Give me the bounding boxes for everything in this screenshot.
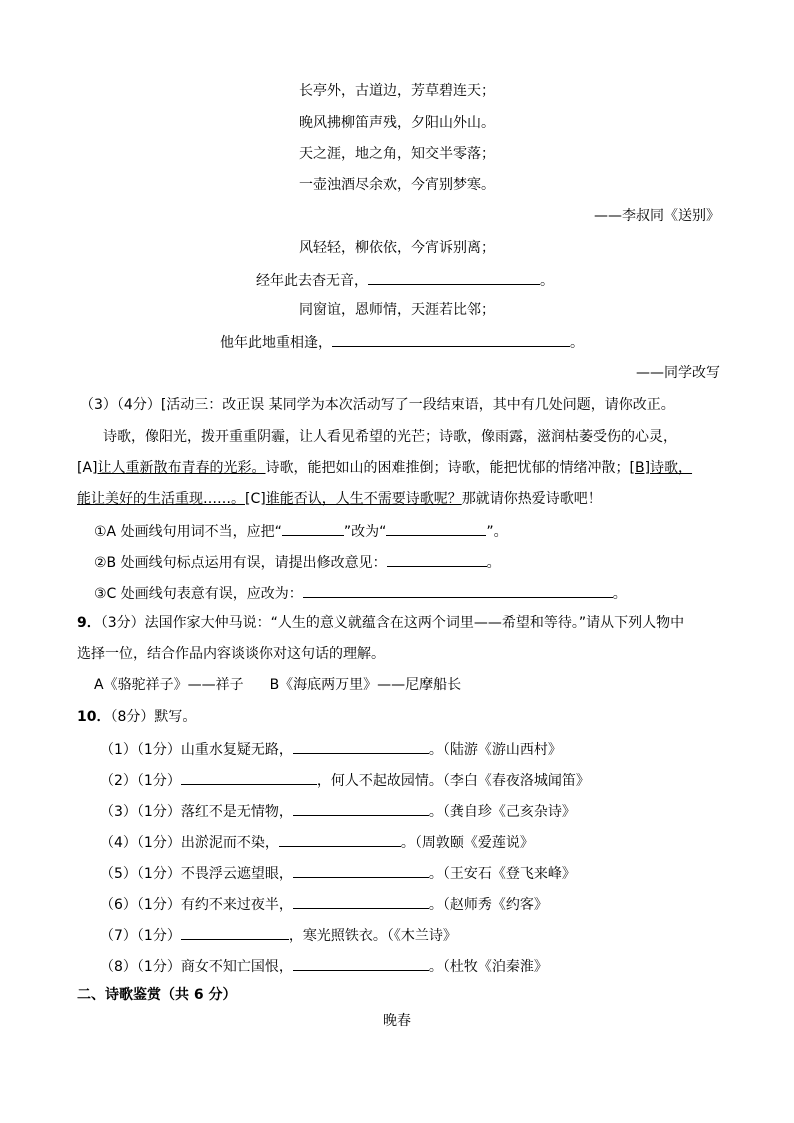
marker-c: [C] — [245, 491, 266, 507]
q10-item-3 — [100, 801, 576, 821]
answer-blank[interactable] — [181, 925, 289, 940]
poem-source: ——李叔同《送别》 — [594, 208, 720, 224]
q9-options — [94, 676, 461, 694]
rewrite-line-4-text: 他年此地重相逢， — [220, 335, 332, 351]
q10-item-source: 。（赵师秀《约客》 — [428, 897, 548, 913]
subq-text: ”。 — [486, 524, 508, 540]
q10-item-text: （1）（1分）山重水复疑无路， — [100, 742, 293, 758]
subq-text: ②B 处画线句标点运用有误，请提出修改意见： — [94, 555, 387, 571]
q3-subquestion-2 — [94, 552, 501, 572]
answer-blank[interactable] — [293, 894, 429, 909]
q9-number: 9． — [77, 615, 101, 631]
subq-text: 。 — [612, 586, 627, 602]
q3-paragraph-line-2 — [77, 459, 692, 477]
q10-text: （8分）默写。 — [110, 709, 197, 725]
answer-blank[interactable] — [293, 863, 429, 878]
q10-item-source: ，何人不起故园情。（李白《春夜洛城闻笛》 — [316, 773, 590, 789]
q10-item-text: （3）（1分）落红不是无情物， — [100, 804, 293, 820]
q9-line-2: 选择一位，结合作品内容谈谈你对这句话的理解。 — [77, 646, 385, 662]
rewrite-source: ——同学改写 — [636, 365, 720, 381]
q3-text: 诗歌，能把如山的困难推倒；诗歌，能把忧郁的情绪冲散； — [265, 460, 630, 476]
q10-item-5 — [100, 863, 576, 883]
q10-item-8 — [100, 956, 548, 976]
subq-text: ①A 处画线句用词不当，应把“ — [94, 524, 282, 540]
q3-paragraph-line-3 — [77, 490, 602, 508]
q3-paragraph-line-1: 诗歌，像阳光，拨开重重阴霾，让人看见希望的光芒；诗歌，像雨露，滋润枯萎受伤的心灵， — [103, 429, 677, 445]
poem-line-3: 天之涯，地之角，知交半零落； — [299, 146, 495, 162]
answer-blank[interactable] — [279, 832, 401, 847]
q10-item-4 — [100, 832, 534, 852]
subq-text: ③C 处画线句表意有误，应改为： — [94, 586, 303, 602]
rewrite-line-4-end: 。 — [570, 335, 584, 351]
poem-title: 晚春 — [383, 1013, 411, 1029]
q10-item-source: 。（陆游《游山西村》 — [428, 742, 562, 758]
answer-blank[interactable] — [368, 270, 540, 285]
underlined-sentence-b-end: 能让美好的生活重现……。 — [77, 491, 245, 507]
q9-option-b: B《海底两万里》——尼摩船长 — [269, 677, 462, 693]
answer-blank[interactable] — [303, 583, 613, 598]
q10-item-source: ，寒光照铁衣。（《木兰诗》 — [288, 928, 457, 944]
rewrite-line-2 — [256, 270, 554, 290]
answer-blank[interactable] — [332, 332, 570, 347]
q10-item-1 — [100, 739, 562, 759]
answer-blank[interactable] — [293, 956, 429, 971]
rewrite-line-4 — [220, 332, 584, 352]
q10-item-source: 。（王安石《登飞来峰》 — [428, 866, 576, 882]
q10-item-text: （6）（1分）有约不来过夜半， — [100, 897, 293, 913]
answer-blank[interactable] — [293, 739, 429, 754]
poem-line-1: 长亭外，古道边，芳草碧连天； — [299, 83, 495, 99]
marker-a: [A] — [77, 460, 98, 476]
q10-item-source: 。（杜牧《泊秦淮》 — [428, 959, 548, 975]
q10-item-source: 。（龚自珍《己亥杂诗》 — [428, 804, 576, 820]
q9-option-a: A《骆驼祥子》——祥子 — [94, 677, 244, 693]
section-heading: 二、诗歌鉴赏（共 6 分） — [77, 987, 237, 1003]
underlined-sentence-c: 谁能否认，人生不需要诗歌呢？ — [265, 491, 462, 507]
answer-blank[interactable] — [181, 770, 317, 785]
q10-item-text: （2）（1分） — [100, 773, 181, 789]
q3-title: （3）（4分）[活动三：改正误 某同学为本次活动写了一段结束语，其中有几处问题，请你改正。 — [80, 397, 675, 413]
q10-item-6 — [100, 894, 548, 914]
answer-blank[interactable] — [282, 521, 344, 536]
q3-subquestion-1 — [94, 521, 508, 541]
q10-item-text: （5）（1分）不畏浮云遮望眼， — [100, 866, 293, 882]
rewrite-line-1: 风轻轻，柳依依，今宵诉别离； — [299, 240, 495, 256]
answer-blank[interactable] — [293, 801, 429, 816]
q10-item-7 — [100, 925, 457, 945]
subq-text: ”改为“ — [343, 524, 387, 540]
q10-item-source: 。（周敦颐《爱莲说》 — [400, 835, 534, 851]
q10-item-text: （8）（1分）商女不知亡国恨， — [100, 959, 293, 975]
underlined-sentence-b-start: [B]诗歌， — [629, 460, 693, 476]
q10-item-text: （4）（1分）出淤泥而不染， — [100, 835, 279, 851]
underlined-sentence-a: 让人重新散布青春的光彩。 — [97, 460, 266, 476]
answer-blank[interactable] — [387, 552, 487, 567]
q9-line-1 — [77, 614, 684, 632]
poem-line-2: 晚风拂柳笛声残，夕阳山外山。 — [299, 115, 495, 131]
q10-item-2 — [100, 770, 590, 790]
subq-text: 。 — [486, 555, 501, 571]
q10-item-text: （7）（1分） — [100, 928, 181, 944]
q9-text: （3分）法国作家大仲马说：“人生的意义就蕴含在这两个词里——希望和等待。”请从下列人物中 — [100, 615, 685, 631]
rewrite-line-2-end: 。 — [540, 273, 554, 289]
q10-number: 10． — [77, 709, 111, 725]
rewrite-line-2-text: 经年此去杳无音， — [256, 273, 368, 289]
q3-text-end: 那就请你热爱诗歌吧！ — [461, 491, 602, 507]
q3-subquestion-3 — [94, 583, 627, 603]
rewrite-line-3: 同窗谊，恩师情，天涯若比邻； — [299, 302, 495, 318]
poem-line-4: 一壶浊酒尽余欢，今宵别梦寒。 — [299, 177, 495, 193]
answer-blank[interactable] — [386, 521, 486, 536]
q10-title — [77, 708, 196, 726]
